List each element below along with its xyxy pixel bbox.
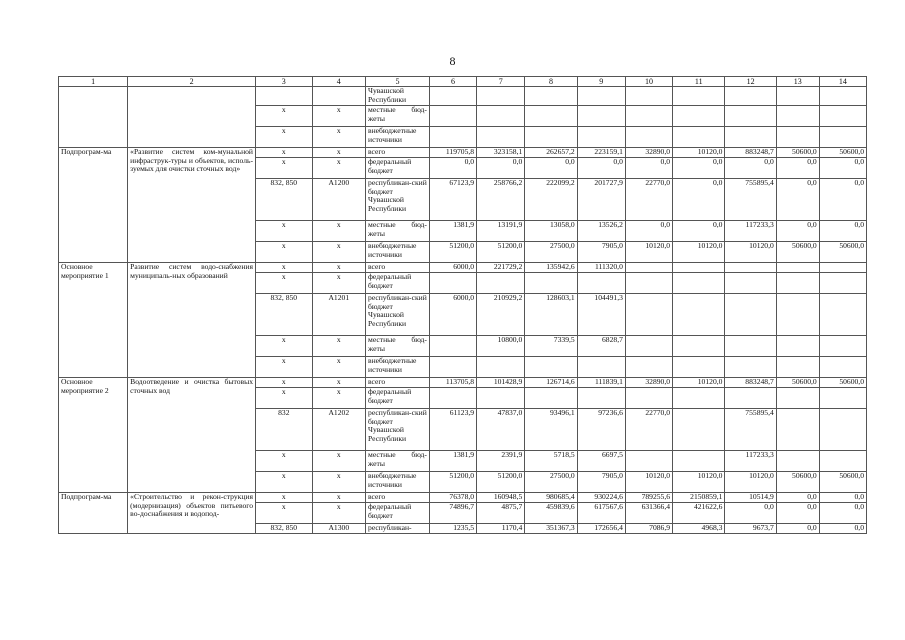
value-cell: 5718,5 xyxy=(525,451,577,472)
program-name-cell: «Развитие систем ком-мунальной инфраструк-туры и объектов, исполь-зуемых для очистки сточных вод» xyxy=(128,148,256,263)
value-cell xyxy=(577,357,625,378)
value-cell: 0,0 xyxy=(819,524,866,534)
value-cell: 930224,6 xyxy=(577,493,625,503)
value-cell xyxy=(525,106,577,127)
value-cell: 1381,9 xyxy=(429,451,476,472)
budget-code-cell: x xyxy=(312,106,365,127)
value-cell: 883248,7 xyxy=(725,378,776,388)
value-cell: 2150859,1 xyxy=(673,493,725,503)
value-cell: 160948,5 xyxy=(477,493,525,503)
budget-code-cell: x xyxy=(312,273,365,294)
funding-source-cell: Чувашской Республики xyxy=(366,87,430,106)
value-cell: 10800,0 xyxy=(477,336,525,357)
value-cell: 128603,1 xyxy=(525,294,577,336)
value-cell: 126714,6 xyxy=(525,378,577,388)
header-cell-6: 6 xyxy=(429,77,476,87)
header-cell-8: 8 xyxy=(525,77,577,87)
value-cell: 0,0 xyxy=(725,503,776,524)
executor-code-cell: x xyxy=(256,472,313,493)
value-cell: 10120,0 xyxy=(673,378,725,388)
budget-code-cell: x xyxy=(312,378,365,388)
value-cell xyxy=(577,87,625,106)
value-cell: 421622,6 xyxy=(673,503,725,524)
value-cell: 0,0 xyxy=(819,503,866,524)
table-row xyxy=(59,148,867,158)
value-cell xyxy=(477,87,525,106)
value-cell: 2391,9 xyxy=(477,451,525,472)
value-cell: 0,0 xyxy=(819,158,866,179)
table-row xyxy=(59,493,867,503)
budget-code-cell: A1200 xyxy=(312,179,365,221)
value-cell: 10120,0 xyxy=(673,148,725,158)
value-cell xyxy=(625,106,672,127)
executor-code-cell: 832, 850 xyxy=(256,294,313,336)
budget-code-cell: x xyxy=(312,336,365,357)
value-cell: 32890,0 xyxy=(625,378,672,388)
value-cell: 4968,3 xyxy=(673,524,725,534)
value-cell: 51200,0 xyxy=(477,472,525,493)
value-cell: 0,0 xyxy=(776,179,819,221)
value-cell xyxy=(577,388,625,409)
value-cell xyxy=(477,106,525,127)
budget-code-cell: x xyxy=(312,158,365,179)
table-body xyxy=(59,87,867,534)
funding-source-cell: внебюджетные источники xyxy=(366,357,430,378)
value-cell: 0,0 xyxy=(776,493,819,503)
value-cell: 201727,9 xyxy=(577,179,625,221)
budget-table xyxy=(58,76,867,534)
executor-code-cell: x xyxy=(256,221,313,242)
funding-source-cell: федеральный бюджет xyxy=(366,273,430,294)
budget-code-cell: x xyxy=(312,221,365,242)
executor-code-cell: x xyxy=(256,106,313,127)
value-cell: 50600,0 xyxy=(819,242,866,263)
value-cell: 0,0 xyxy=(776,158,819,179)
header-cell-5: 5 xyxy=(366,77,430,87)
funding-source-cell: федеральный бюджет xyxy=(366,503,430,524)
value-cell: 7905,0 xyxy=(577,242,625,263)
value-cell: 10120,0 xyxy=(725,472,776,493)
funding-source-cell: республикан- xyxy=(366,524,430,534)
value-cell: 0,0 xyxy=(819,221,866,242)
budget-code-cell: x xyxy=(312,127,365,148)
value-cell xyxy=(819,87,866,106)
value-cell xyxy=(429,127,476,148)
value-cell: 6000,0 xyxy=(429,263,476,273)
value-cell: 47837,0 xyxy=(477,409,525,451)
value-cell xyxy=(776,357,819,378)
value-cell xyxy=(725,336,776,357)
value-cell: 7905,0 xyxy=(577,472,625,493)
budget-code-cell: x xyxy=(312,503,365,524)
value-cell: 27500,0 xyxy=(525,472,577,493)
value-cell xyxy=(776,263,819,273)
value-cell xyxy=(776,87,819,106)
executor-code-cell: 832 xyxy=(256,409,313,451)
funding-source-cell: федеральный бюджет xyxy=(366,388,430,409)
value-cell: 0,0 xyxy=(776,221,819,242)
value-cell: 617567,6 xyxy=(577,503,625,524)
value-cell: 1381,9 xyxy=(429,221,476,242)
table-row xyxy=(59,263,867,273)
header-cell-7: 7 xyxy=(477,77,525,87)
program-type-cell: Основное мероприятие 1 xyxy=(59,263,128,378)
value-cell: 0,0 xyxy=(429,158,476,179)
value-cell xyxy=(525,273,577,294)
value-cell xyxy=(776,106,819,127)
funding-source-cell: республикан-ский бюджет Чувашской Республики xyxy=(366,294,430,336)
value-cell: 97236,6 xyxy=(577,409,625,451)
budget-code-cell: x xyxy=(312,388,365,409)
funding-source-cell: местные бюд-жеты xyxy=(366,106,430,127)
value-cell: 119705,8 xyxy=(429,148,476,158)
value-cell: 10120,0 xyxy=(625,242,672,263)
value-cell: 50600,0 xyxy=(776,242,819,263)
executor-code-cell: x xyxy=(256,378,313,388)
value-cell xyxy=(525,388,577,409)
value-cell: 0,0 xyxy=(673,179,725,221)
value-cell: 755895,4 xyxy=(725,179,776,221)
value-cell: 980685,4 xyxy=(525,493,577,503)
value-cell: 10514,9 xyxy=(725,493,776,503)
executor-code-cell: x xyxy=(256,388,313,409)
budget-code-cell: x xyxy=(312,148,365,158)
value-cell xyxy=(819,336,866,357)
funding-source-cell: всего xyxy=(366,263,430,273)
header-cell-11: 11 xyxy=(673,77,725,87)
value-cell: 67123,9 xyxy=(429,179,476,221)
value-cell xyxy=(673,451,725,472)
value-cell: 172656,4 xyxy=(577,524,625,534)
value-cell xyxy=(725,106,776,127)
value-cell xyxy=(625,294,672,336)
program-type-cell: Основное мероприятие 2 xyxy=(59,378,128,493)
value-cell: 111839,1 xyxy=(577,378,625,388)
value-cell xyxy=(673,409,725,451)
value-cell: 51200,0 xyxy=(429,242,476,263)
value-cell: 0,0 xyxy=(525,158,577,179)
value-cell: 0,0 xyxy=(673,221,725,242)
budget-code-cell: x xyxy=(312,357,365,378)
value-cell xyxy=(673,106,725,127)
value-cell: 6697,5 xyxy=(577,451,625,472)
value-cell: 0,0 xyxy=(625,158,672,179)
value-cell: 117233,3 xyxy=(725,221,776,242)
value-cell: 221729,2 xyxy=(477,263,525,273)
value-cell xyxy=(673,336,725,357)
value-cell xyxy=(625,388,672,409)
value-cell xyxy=(673,294,725,336)
value-cell xyxy=(525,127,577,148)
value-cell: 0,0 xyxy=(625,221,672,242)
executor-code-cell: x xyxy=(256,451,313,472)
header-cell-4: 4 xyxy=(312,77,365,87)
value-cell: 13058,0 xyxy=(525,221,577,242)
value-cell xyxy=(625,357,672,378)
executor-code-cell: x xyxy=(256,148,313,158)
value-cell: 111320,0 xyxy=(577,263,625,273)
funding-source-cell: республикан-ский бюджет Чувашской Республики xyxy=(366,179,430,221)
executor-code-cell: x xyxy=(256,127,313,148)
value-cell xyxy=(776,127,819,148)
value-cell: 1170,4 xyxy=(477,524,525,534)
program-name-cell xyxy=(128,87,256,148)
value-cell xyxy=(725,294,776,336)
value-cell: 50600,0 xyxy=(776,148,819,158)
value-cell xyxy=(673,87,725,106)
value-cell xyxy=(673,357,725,378)
value-cell xyxy=(819,451,866,472)
value-cell xyxy=(625,273,672,294)
header-cell-1: 1 xyxy=(59,77,128,87)
table-row xyxy=(59,378,867,388)
value-cell xyxy=(625,87,672,106)
budget-code-cell: A1300 xyxy=(312,524,365,534)
value-cell: 459839,6 xyxy=(525,503,577,524)
value-cell: 51200,0 xyxy=(477,242,525,263)
value-cell: 0,0 xyxy=(477,158,525,179)
value-cell xyxy=(725,127,776,148)
executor-code-cell: x xyxy=(256,273,313,294)
value-cell xyxy=(673,388,725,409)
value-cell: 351367,3 xyxy=(525,524,577,534)
value-cell xyxy=(725,87,776,106)
funding-source-cell: внебюджетные источники xyxy=(366,472,430,493)
value-cell: 50600,0 xyxy=(776,472,819,493)
budget-code-cell: x xyxy=(312,493,365,503)
budget-code-cell xyxy=(312,87,365,106)
value-cell: 27500,0 xyxy=(525,242,577,263)
value-cell: 117233,3 xyxy=(725,451,776,472)
funding-source-cell: всего xyxy=(366,148,430,158)
value-cell: 10120,0 xyxy=(673,472,725,493)
budget-code-cell: A1201 xyxy=(312,294,365,336)
value-cell: 76378,0 xyxy=(429,493,476,503)
funding-source-cell: местные бюд-жеты xyxy=(366,221,430,242)
page-number: 8 xyxy=(449,54,456,68)
value-cell xyxy=(819,409,866,451)
executor-code-cell: x xyxy=(256,357,313,378)
value-cell: 6828,7 xyxy=(577,336,625,357)
value-cell xyxy=(819,294,866,336)
value-cell: 0,0 xyxy=(577,158,625,179)
value-cell xyxy=(429,106,476,127)
value-cell: 0,0 xyxy=(776,503,819,524)
value-cell xyxy=(625,336,672,357)
value-cell: 6000,0 xyxy=(429,294,476,336)
value-cell: 13191,9 xyxy=(477,221,525,242)
value-cell: 0,0 xyxy=(673,158,725,179)
value-cell xyxy=(725,388,776,409)
program-type-cell: Подпрограм-ма xyxy=(59,148,128,263)
value-cell xyxy=(429,388,476,409)
value-cell xyxy=(525,87,577,106)
value-cell xyxy=(725,263,776,273)
value-cell: 10120,0 xyxy=(673,242,725,263)
value-cell: 789255,6 xyxy=(625,493,672,503)
value-cell xyxy=(577,127,625,148)
value-cell: 223159,1 xyxy=(577,148,625,158)
value-cell xyxy=(819,357,866,378)
value-cell xyxy=(477,127,525,148)
header-cell-10: 10 xyxy=(625,77,672,87)
executor-code-cell: 832, 850 xyxy=(256,179,313,221)
value-cell xyxy=(577,273,625,294)
value-cell xyxy=(429,273,476,294)
value-cell xyxy=(776,409,819,451)
value-cell: 50600,0 xyxy=(776,378,819,388)
value-cell xyxy=(525,357,577,378)
program-name-cell: «Строительство и рекон-струкция (модернизация) объектов питьевого во-доснабжения и водопод- xyxy=(128,493,256,534)
value-cell xyxy=(819,263,866,273)
funding-source-cell: всего xyxy=(366,378,430,388)
value-cell xyxy=(819,127,866,148)
value-cell xyxy=(725,273,776,294)
value-cell: 10120,0 xyxy=(625,472,672,493)
value-cell xyxy=(625,127,672,148)
value-cell: 50600,0 xyxy=(819,378,866,388)
table-row xyxy=(59,87,867,106)
value-cell: 7339,5 xyxy=(525,336,577,357)
value-cell: 22770,0 xyxy=(625,409,672,451)
executor-code-cell xyxy=(256,87,313,106)
budget-code-cell: x xyxy=(312,472,365,493)
value-cell: 883248,7 xyxy=(725,148,776,158)
value-cell: 210929,2 xyxy=(477,294,525,336)
value-cell: 262657,2 xyxy=(525,148,577,158)
executor-code-cell: 832, 850 xyxy=(256,524,313,534)
value-cell: 51200,0 xyxy=(429,472,476,493)
value-cell xyxy=(429,336,476,357)
value-cell: 101428,9 xyxy=(477,378,525,388)
value-cell: 0,0 xyxy=(725,158,776,179)
value-cell xyxy=(776,451,819,472)
header-cell-14: 14 xyxy=(819,77,866,87)
value-cell: 755895,4 xyxy=(725,409,776,451)
value-cell xyxy=(776,388,819,409)
program-name-cell: Водоотведение и очистка бытовых сточных вод xyxy=(128,378,256,493)
value-cell: 135942,6 xyxy=(525,263,577,273)
header-cell-9: 9 xyxy=(577,77,625,87)
value-cell: 0,0 xyxy=(776,524,819,534)
value-cell: 0,0 xyxy=(819,493,866,503)
value-cell: 631366,4 xyxy=(625,503,672,524)
value-cell: 10120,0 xyxy=(725,242,776,263)
funding-source-cell: местные бюд-жеты xyxy=(366,336,430,357)
value-cell: 9673,7 xyxy=(725,524,776,534)
value-cell: 1235,5 xyxy=(429,524,476,534)
value-cell: 104491,3 xyxy=(577,294,625,336)
value-cell xyxy=(477,388,525,409)
value-cell xyxy=(625,451,672,472)
value-cell: 323158,1 xyxy=(477,148,525,158)
program-name-cell: Развитие систем водо-снабжения муниципаль-ных образований xyxy=(128,263,256,378)
value-cell: 22770,0 xyxy=(625,179,672,221)
value-cell: 13526,2 xyxy=(577,221,625,242)
executor-code-cell: x xyxy=(256,263,313,273)
funding-source-cell: республикан-ский бюджет Чувашской Республики xyxy=(366,409,430,451)
value-cell xyxy=(673,273,725,294)
value-cell: 113705,8 xyxy=(429,378,476,388)
value-cell xyxy=(819,273,866,294)
table-header xyxy=(59,77,867,87)
executor-code-cell: x xyxy=(256,242,313,263)
executor-code-cell: x xyxy=(256,503,313,524)
budget-code-cell: A1202 xyxy=(312,409,365,451)
funding-source-cell: федеральный бюджет xyxy=(366,158,430,179)
funding-source-cell: внебюджетные источники xyxy=(366,242,430,263)
value-cell xyxy=(577,106,625,127)
value-cell: 258766,2 xyxy=(477,179,525,221)
budget-code-cell: x xyxy=(312,451,365,472)
value-cell: 50600,0 xyxy=(819,472,866,493)
value-cell xyxy=(819,106,866,127)
funding-source-cell: всего xyxy=(366,493,430,503)
funding-source-cell: местные бюд-жеты xyxy=(366,451,430,472)
value-cell: 4875,7 xyxy=(477,503,525,524)
value-cell xyxy=(776,336,819,357)
budget-code-cell: x xyxy=(312,242,365,263)
program-type-cell: Подпрограм-ма xyxy=(59,493,128,534)
value-cell: 222099,2 xyxy=(525,179,577,221)
value-cell xyxy=(429,357,476,378)
value-cell xyxy=(725,357,776,378)
header-cell-3: 3 xyxy=(256,77,313,87)
value-cell xyxy=(477,357,525,378)
value-cell: 7086,9 xyxy=(625,524,672,534)
value-cell xyxy=(776,294,819,336)
header-cell-13: 13 xyxy=(776,77,819,87)
value-cell xyxy=(673,127,725,148)
value-cell: 32890,0 xyxy=(625,148,672,158)
value-cell xyxy=(673,263,725,273)
value-cell xyxy=(625,263,672,273)
funding-source-cell: внебюджетные источники xyxy=(366,127,430,148)
header-cell-12: 12 xyxy=(725,77,776,87)
value-cell xyxy=(429,87,476,106)
value-cell xyxy=(776,273,819,294)
value-cell: 74896,7 xyxy=(429,503,476,524)
executor-code-cell: x xyxy=(256,158,313,179)
value-cell: 61123,9 xyxy=(429,409,476,451)
value-cell: 0,0 xyxy=(819,179,866,221)
value-cell: 50600,0 xyxy=(819,148,866,158)
budget-code-cell: x xyxy=(312,263,365,273)
value-cell xyxy=(477,273,525,294)
header-cell-2: 2 xyxy=(128,77,256,87)
value-cell xyxy=(819,388,866,409)
executor-code-cell: x xyxy=(256,493,313,503)
executor-code-cell: x xyxy=(256,336,313,357)
program-type-cell xyxy=(59,87,128,148)
value-cell: 93496,1 xyxy=(525,409,577,451)
